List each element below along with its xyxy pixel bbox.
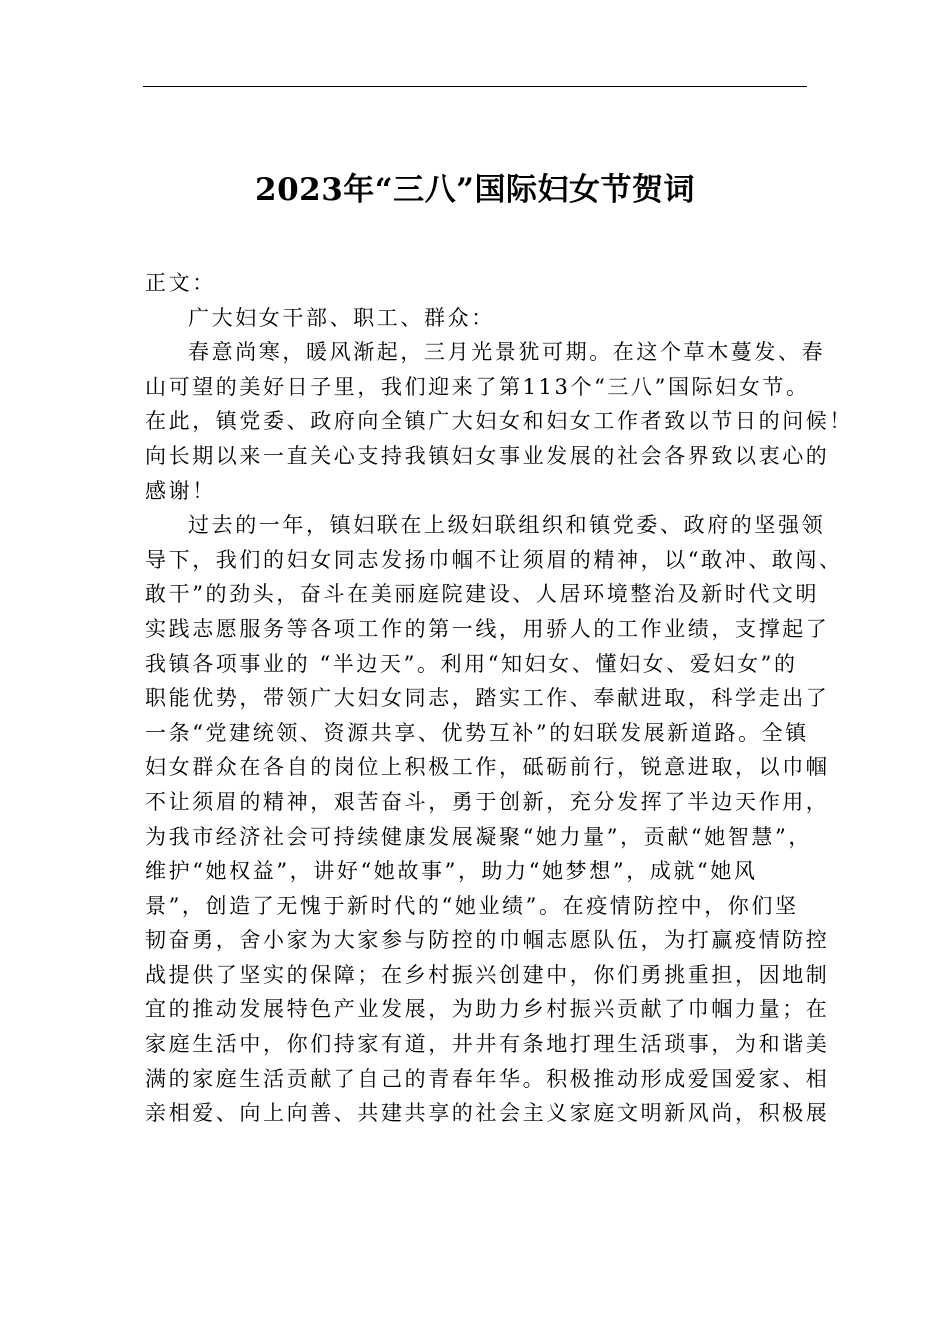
paragraph-2-line: 维护“她权益”，讲好“她故事”，助力“她梦想”，成就“她风 [145, 859, 758, 884]
body-label: 正文： [145, 271, 216, 295]
paragraph-2-line: 为我市经济社会可持续健康发展凝聚“她力量”，贡献“她智慧”， [145, 824, 812, 849]
paragraph-2-line: 宜的推动发展特色产业发展，为助力乡村振兴贡献了巾帼力量；在 [145, 997, 830, 1022]
paragraph-2-line: 实践志愿服务等各项工作的第一线，用骄人的工作业绩，支撑起了 [145, 616, 830, 641]
paragraph-2-line: 家庭生活中，你们持家有道，井井有条地打理生活琐事，为和谐美 [145, 1032, 830, 1057]
paragraph-2-line: 职能优势，带领广大妇女同志，踏实工作、奉献进取，科学走出了 [145, 686, 830, 711]
document-body [145, 266, 853, 1131]
paragraph-2-line: 妇女群众在各自的岗位上积极工作，砥砺前行，锐意进取，以巾帼 [145, 755, 830, 780]
paragraph-2-line: 景”，创造了无愧于新时代的“她业绩”。在疫情防控中，你们坚 [145, 893, 799, 918]
paragraph-1-line: 春意尚寒，暖风渐起，三月光景犹可期。在这个草木蔓发、春 [188, 340, 826, 365]
paragraph-2-line: 过去的一年，镇妇联在上级妇联组织和镇党委、政府的坚强领 [188, 513, 826, 538]
paragraph-2-line: 满的家庭生活贡献了自己的青春年华。积极推动形成爱国爱家、相 [145, 1066, 830, 1091]
paragraph-2-line: 一条“党建统领、资源共享、优势互补”的妇联发展新道路。全镇 [145, 720, 809, 745]
document-title: 2023年“三八”国际妇女节贺词 [255, 172, 695, 208]
paragraph-1-line: 感谢！ [145, 478, 216, 503]
paragraph-1-line: 在此，镇党委、政府向全镇广大妇女和妇女工作者致以节日的问候！ [145, 409, 853, 434]
paragraph-2-line: 我镇各项事业的 “半边天”。利用“知妇女、懂妇女、爱妇女”的 [145, 651, 798, 676]
paragraph-1-line: 山可望的美好日子里，我们迎来了第113个“三八”国际妇女节。 [145, 374, 810, 399]
paragraph-2-line: 导下，我们的妇女同志发扬巾帼不让须眉的精神，以“敢冲、敢闯、 [145, 547, 843, 572]
paragraph-2-line: 亲相爱、向上向善、共建共享的社会主义家庭文明新风尚，积极展 [145, 1101, 830, 1126]
paragraph-1-line: 向长期以来一直关心支持我镇妇女事业发展的社会各界致以衷心的 [145, 443, 830, 468]
paragraph-2-line: 敢干”的劲头，奋斗在美丽庭院建设、人居环境整治及新时代文明 [145, 582, 820, 607]
header-rule [143, 86, 807, 87]
paragraph-2-line: 不让须眉的精神，艰苦奋斗，勇于创新，充分发挥了半边天作用， [145, 789, 830, 814]
paragraph-2-line: 韧奋勇，舍小家为大家参与防控的巾帼志愿队伍，为打赢疫情防控 [145, 928, 830, 953]
paragraph-2-line: 战提供了坚实的保障；在乡村振兴创建中，你们勇挑重担，因地制 [145, 962, 830, 987]
salutation: 广大妇女干部、职工、群众： [188, 305, 495, 330]
